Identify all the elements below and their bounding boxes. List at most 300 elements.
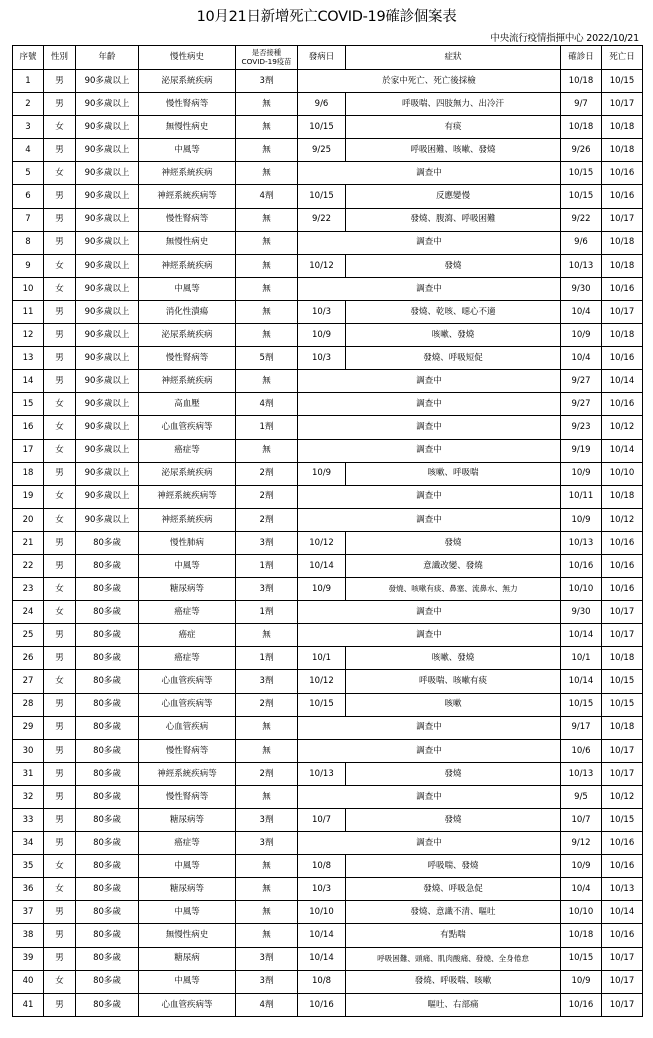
cell-age: 80多歲 [76,924,139,947]
cell-no: 25 [13,624,44,647]
cell-onset: 9/25 [298,139,346,162]
cell-sex: 男 [44,693,76,716]
cell-sex: 女 [44,601,76,624]
cell-confirm: 10/10 [561,578,602,601]
cell-age: 90多歲以上 [76,416,139,439]
cell-symptoms: 咳嗽、呼吸喘 [346,462,561,485]
cell-symptoms: 有痰 [346,116,561,139]
page-title: 10月21日新增死亡COVID-19確診個案表 [196,9,457,25]
cell-no: 34 [13,832,44,855]
cell-death: 10/16 [602,578,643,601]
table-row [13,670,643,693]
cell-age: 80多歲 [76,785,139,808]
cell-age: 90多歲以上 [76,208,139,231]
cell-death: 10/17 [602,208,643,231]
cell-age: 80多歲 [76,670,139,693]
cell-age: 80多歲 [76,855,139,878]
table-row [13,416,643,439]
cell-death: 10/17 [602,947,643,970]
cell-history: 癌症等 [139,647,236,670]
cell-sex: 男 [44,785,76,808]
cell-death: 10/14 [602,370,643,393]
cell-age: 80多歲 [76,693,139,716]
cell-confirm: 9/22 [561,208,602,231]
cell-symptoms: 調查中 [298,416,561,439]
cell-onset: 10/14 [298,947,346,970]
cell-death: 10/15 [602,670,643,693]
cell-symptoms: 呼吸喘、咳嗽有痰 [346,670,561,693]
cell-confirm: 9/27 [561,370,602,393]
cell-sex: 女 [44,116,76,139]
cell-onset: 10/12 [298,531,346,554]
cell-no: 33 [13,809,44,832]
cell-vaccine: 2劑 [236,508,298,531]
cell-confirm: 10/9 [561,970,602,993]
cell-history: 神經系統疾病 [139,508,236,531]
cell-vaccine: 無 [236,93,298,116]
cell-confirm: 9/23 [561,416,602,439]
cell-symptoms: 咳嗽、發燒 [346,647,561,670]
cell-vaccine: 2劑 [236,485,298,508]
cell-vaccine: 無 [236,208,298,231]
cell-death: 10/15 [602,693,643,716]
cell-symptoms: 發燒 [346,254,561,277]
cell-symptoms: 發燒、乾咳、噁心不適 [346,300,561,323]
cell-no: 26 [13,647,44,670]
cell-confirm: 10/13 [561,762,602,785]
cell-confirm: 10/15 [561,947,602,970]
cell-death: 10/18 [602,324,643,347]
cell-confirm: 10/9 [561,462,602,485]
cell-confirm: 10/9 [561,508,602,531]
cell-vaccine: 無 [236,324,298,347]
cell-symptoms: 呼吸喘、四肢無力、出冷汗 [346,93,561,116]
cell-age: 90多歲以上 [76,370,139,393]
cell-onset: 10/3 [298,878,346,901]
cell-history: 無慢性病史 [139,116,236,139]
cell-confirm: 9/30 [561,277,602,300]
cell-no: 39 [13,947,44,970]
cell-death: 10/14 [602,439,643,462]
cell-no: 24 [13,601,44,624]
cell-death: 10/13 [602,878,643,901]
cell-death: 10/18 [602,116,643,139]
cell-no: 37 [13,901,44,924]
cell-death: 10/18 [602,231,643,254]
cell-no: 22 [13,554,44,577]
cell-confirm: 10/14 [561,670,602,693]
cell-history: 神經系統疾病等 [139,185,236,208]
cell-vaccine: 3劑 [236,578,298,601]
source-date: 中央流行疫情指揮中心 2022/10/21 [490,33,639,44]
cell-death: 10/16 [602,554,643,577]
cell-sex: 男 [44,993,76,1016]
cell-sex: 女 [44,970,76,993]
cell-sex: 男 [44,370,76,393]
table-row [13,347,643,370]
cell-onset: 10/9 [298,578,346,601]
cell-sex: 男 [44,231,76,254]
cell-no: 17 [13,439,44,462]
cell-confirm: 10/14 [561,624,602,647]
cell-death: 10/16 [602,393,643,416]
cell-confirm: 10/13 [561,531,602,554]
cell-symptoms: 調查中 [298,601,561,624]
cell-sex: 女 [44,416,76,439]
cell-history: 神經系統疾病 [139,254,236,277]
cell-age: 80多歲 [76,554,139,577]
header-sex: 性別 [44,46,76,70]
header-death: 死亡日 [602,46,643,70]
cell-history: 神經系統疾病等 [139,485,236,508]
cell-death: 10/17 [602,762,643,785]
cell-age: 80多歲 [76,762,139,785]
cell-sex: 男 [44,947,76,970]
cell-history: 消化性潰瘍 [139,300,236,323]
cell-no: 40 [13,970,44,993]
cell-age: 90多歲以上 [76,324,139,347]
cell-history: 高血壓 [139,393,236,416]
cell-history: 慢性腎病等 [139,347,236,370]
cell-death: 10/10 [602,462,643,485]
cell-history: 神經系統疾病 [139,370,236,393]
cell-history: 中風等 [139,139,236,162]
cell-age: 80多歲 [76,878,139,901]
cell-symptoms: 發燒、呼吸喘、咳嗽 [346,970,561,993]
cell-death: 10/18 [602,716,643,739]
cell-no: 10 [13,277,44,300]
cell-vaccine: 無 [236,901,298,924]
cell-history: 糖尿病等 [139,809,236,832]
cell-sex: 女 [44,277,76,300]
cell-history: 神經系統疾病等 [139,762,236,785]
cell-no: 7 [13,208,44,231]
cell-sex: 女 [44,878,76,901]
cell-symptoms: 調查中 [298,785,561,808]
cell-symptoms: 意識改變、發燒 [346,554,561,577]
cell-symptoms: 調查中 [298,832,561,855]
cell-history: 慢性肺病 [139,531,236,554]
cell-death: 10/12 [602,785,643,808]
table-row [13,93,643,116]
table-row [13,324,643,347]
cell-vaccine: 無 [236,785,298,808]
cell-death: 10/15 [602,70,643,93]
cell-no: 27 [13,670,44,693]
table-row [13,393,643,416]
cell-symptoms: 咳嗽、發燒 [346,324,561,347]
cell-sex: 男 [44,531,76,554]
table-row [13,231,643,254]
cell-sex: 男 [44,462,76,485]
cell-symptoms: 反應變慢 [346,185,561,208]
cell-no: 14 [13,370,44,393]
cell-symptoms: 調查中 [298,370,561,393]
cell-age: 90多歲以上 [76,485,139,508]
cell-no: 15 [13,393,44,416]
table-body [13,70,643,1017]
cell-onset: 9/6 [298,93,346,116]
cell-confirm: 9/26 [561,139,602,162]
cell-symptoms: 調查中 [298,624,561,647]
cell-no: 9 [13,254,44,277]
cell-death: 10/16 [602,855,643,878]
cell-history: 泌尿系統疾病 [139,462,236,485]
cell-symptoms: 調查中 [298,393,561,416]
cell-history: 中風等 [139,970,236,993]
cell-onset: 9/22 [298,208,346,231]
cell-onset: 10/8 [298,970,346,993]
cell-history: 中風等 [139,901,236,924]
cell-confirm: 10/4 [561,878,602,901]
cell-sex: 男 [44,300,76,323]
cell-history: 癌症等 [139,439,236,462]
cell-vaccine: 無 [236,139,298,162]
cell-age: 90多歲以上 [76,300,139,323]
cell-history: 慢性腎病等 [139,208,236,231]
cell-no: 4 [13,139,44,162]
cell-death: 10/15 [602,809,643,832]
cell-sex: 女 [44,254,76,277]
table-row [13,554,643,577]
cell-onset: 10/12 [298,670,346,693]
table-row [13,254,643,277]
cell-age: 90多歲以上 [76,116,139,139]
cell-confirm: 10/18 [561,924,602,947]
cell-history: 泌尿系統疾病 [139,324,236,347]
cell-history: 癌症等 [139,601,236,624]
cell-no: 2 [13,93,44,116]
cell-no: 31 [13,762,44,785]
cell-age: 90多歲以上 [76,439,139,462]
table-row [13,370,643,393]
table-row [13,947,643,970]
cell-vaccine: 1劑 [236,554,298,577]
cell-confirm: 10/15 [561,693,602,716]
table-row [13,116,643,139]
cell-age: 90多歲以上 [76,139,139,162]
cell-vaccine: 2劑 [236,693,298,716]
cell-age: 80多歲 [76,578,139,601]
cell-sex: 女 [44,439,76,462]
cell-onset: 10/15 [298,185,346,208]
cell-symptoms: 呼吸困難、咳嗽、發燒 [346,139,561,162]
cell-no: 30 [13,739,44,762]
cell-symptoms: 嘔吐、右部痛 [346,993,561,1016]
cell-symptoms: 發燒、呼吸急促 [346,878,561,901]
cell-vaccine: 無 [236,231,298,254]
cell-onset: 10/15 [298,693,346,716]
table-row [13,809,643,832]
table-row [13,901,643,924]
cell-vaccine: 3劑 [236,531,298,554]
cell-confirm: 10/1 [561,647,602,670]
cell-sex: 男 [44,324,76,347]
header-vaccine-line1: 是否接種 [251,47,282,57]
cell-vaccine: 無 [236,277,298,300]
cell-history: 無慢性病史 [139,924,236,947]
cell-age: 90多歲以上 [76,93,139,116]
cell-symptoms: 調查中 [298,739,561,762]
cell-no: 8 [13,231,44,254]
cell-vaccine: 無 [236,162,298,185]
cell-history: 癌症 [139,624,236,647]
cell-sex: 男 [44,762,76,785]
cell-vaccine: 無 [236,855,298,878]
table-row [13,762,643,785]
cell-no: 6 [13,185,44,208]
cell-sex: 男 [44,647,76,670]
cell-symptoms: 調查中 [298,716,561,739]
cell-vaccine: 1劑 [236,601,298,624]
table-row [13,162,643,185]
header-age: 年齡 [76,46,139,70]
cell-history: 中風等 [139,855,236,878]
cell-no: 20 [13,508,44,531]
cell-death: 10/18 [602,647,643,670]
table-row [13,185,643,208]
cell-history: 中風等 [139,277,236,300]
cell-age: 80多歲 [76,647,139,670]
cell-age: 90多歲以上 [76,70,139,93]
cell-confirm: 9/12 [561,832,602,855]
cell-sex: 女 [44,485,76,508]
cell-history: 慢性腎病等 [139,93,236,116]
cell-symptoms: 發燒、腹瀉、呼吸困難 [346,208,561,231]
table-row [13,578,643,601]
cell-sex: 男 [44,901,76,924]
cell-sex: 男 [44,624,76,647]
cell-death: 10/12 [602,416,643,439]
header-onset: 發病日 [298,46,346,70]
cell-age: 80多歲 [76,624,139,647]
cell-symptoms: 發燒、呼吸短促 [346,347,561,370]
cell-sex: 男 [44,139,76,162]
cell-onset: 10/12 [298,254,346,277]
cell-confirm: 10/4 [561,347,602,370]
cell-sex: 女 [44,855,76,878]
cell-onset: 10/7 [298,809,346,832]
cell-age: 90多歲以上 [76,508,139,531]
header-history: 慢性病史 [139,46,236,70]
cell-death: 10/17 [602,300,643,323]
cases-table [12,45,643,1017]
cell-symptoms: 調查中 [298,162,561,185]
cell-confirm: 10/18 [561,116,602,139]
cell-death: 10/16 [602,832,643,855]
cell-no: 32 [13,785,44,808]
cell-confirm: 10/15 [561,185,602,208]
cell-no: 11 [13,300,44,323]
cell-symptoms: 調查中 [298,508,561,531]
cell-vaccine: 1劑 [236,647,298,670]
cell-age: 80多歲 [76,601,139,624]
cell-sex: 男 [44,832,76,855]
cell-age: 90多歲以上 [76,185,139,208]
cell-onset: 10/1 [298,647,346,670]
cell-age: 80多歲 [76,970,139,993]
cell-age: 80多歲 [76,739,139,762]
cell-symptoms: 有點喘 [346,924,561,947]
cell-confirm: 9/6 [561,231,602,254]
cell-confirm: 10/10 [561,901,602,924]
table-row [13,785,643,808]
cell-vaccine: 無 [236,254,298,277]
cell-death: 10/17 [602,970,643,993]
table-row [13,647,643,670]
cell-death: 10/17 [602,93,643,116]
cell-no: 28 [13,693,44,716]
table-row [13,300,643,323]
table-row [13,531,643,554]
cell-sex: 男 [44,70,76,93]
cell-vaccine: 無 [236,924,298,947]
cell-onset: 10/3 [298,300,346,323]
cell-confirm: 9/27 [561,393,602,416]
cell-history: 心血管疾病等 [139,693,236,716]
cell-symptoms: 調查中 [298,277,561,300]
cell-sex: 男 [44,347,76,370]
cell-vaccine: 3劑 [236,670,298,693]
cell-age: 90多歲以上 [76,231,139,254]
cell-symptoms: 發燒 [346,762,561,785]
cell-symptoms: 發燒、意識不清、嘔吐 [346,901,561,924]
cell-no: 36 [13,878,44,901]
cell-onset: 10/14 [298,554,346,577]
cell-onset: 10/8 [298,855,346,878]
cell-history: 心血管疾病等 [139,670,236,693]
cell-age: 80多歲 [76,716,139,739]
cell-confirm: 9/30 [561,601,602,624]
cell-no: 16 [13,416,44,439]
cell-sex: 男 [44,208,76,231]
cell-confirm: 10/7 [561,809,602,832]
cell-death: 10/16 [602,162,643,185]
cell-sex: 女 [44,508,76,531]
cell-sex: 女 [44,578,76,601]
cell-onset: 10/3 [298,347,346,370]
cell-vaccine: 無 [236,739,298,762]
cell-confirm: 9/7 [561,93,602,116]
cell-history: 糖尿病等 [139,878,236,901]
cell-vaccine: 3劑 [236,947,298,970]
cell-confirm: 10/13 [561,254,602,277]
cell-confirm: 10/9 [561,855,602,878]
cell-vaccine: 3劑 [236,70,298,93]
cell-age: 90多歲以上 [76,162,139,185]
cell-no: 5 [13,162,44,185]
cell-death: 10/12 [602,508,643,531]
cell-vaccine: 1劑 [236,416,298,439]
cell-onset: 10/9 [298,462,346,485]
cell-confirm: 10/4 [561,300,602,323]
cell-death: 10/16 [602,531,643,554]
cell-age: 90多歲以上 [76,254,139,277]
cell-sex: 女 [44,393,76,416]
cell-history: 神經系統疾病 [139,162,236,185]
cell-vaccine: 4劑 [236,393,298,416]
cell-history: 中風等 [139,554,236,577]
table-row [13,139,643,162]
cell-symptoms: 發燒 [346,531,561,554]
cell-vaccine: 5劑 [236,347,298,370]
cell-history: 糖尿病等 [139,578,236,601]
cell-vaccine: 4劑 [236,993,298,1016]
cell-sex: 男 [44,809,76,832]
cell-death: 10/17 [602,601,643,624]
table-row [13,624,643,647]
cell-onset: 10/13 [298,762,346,785]
